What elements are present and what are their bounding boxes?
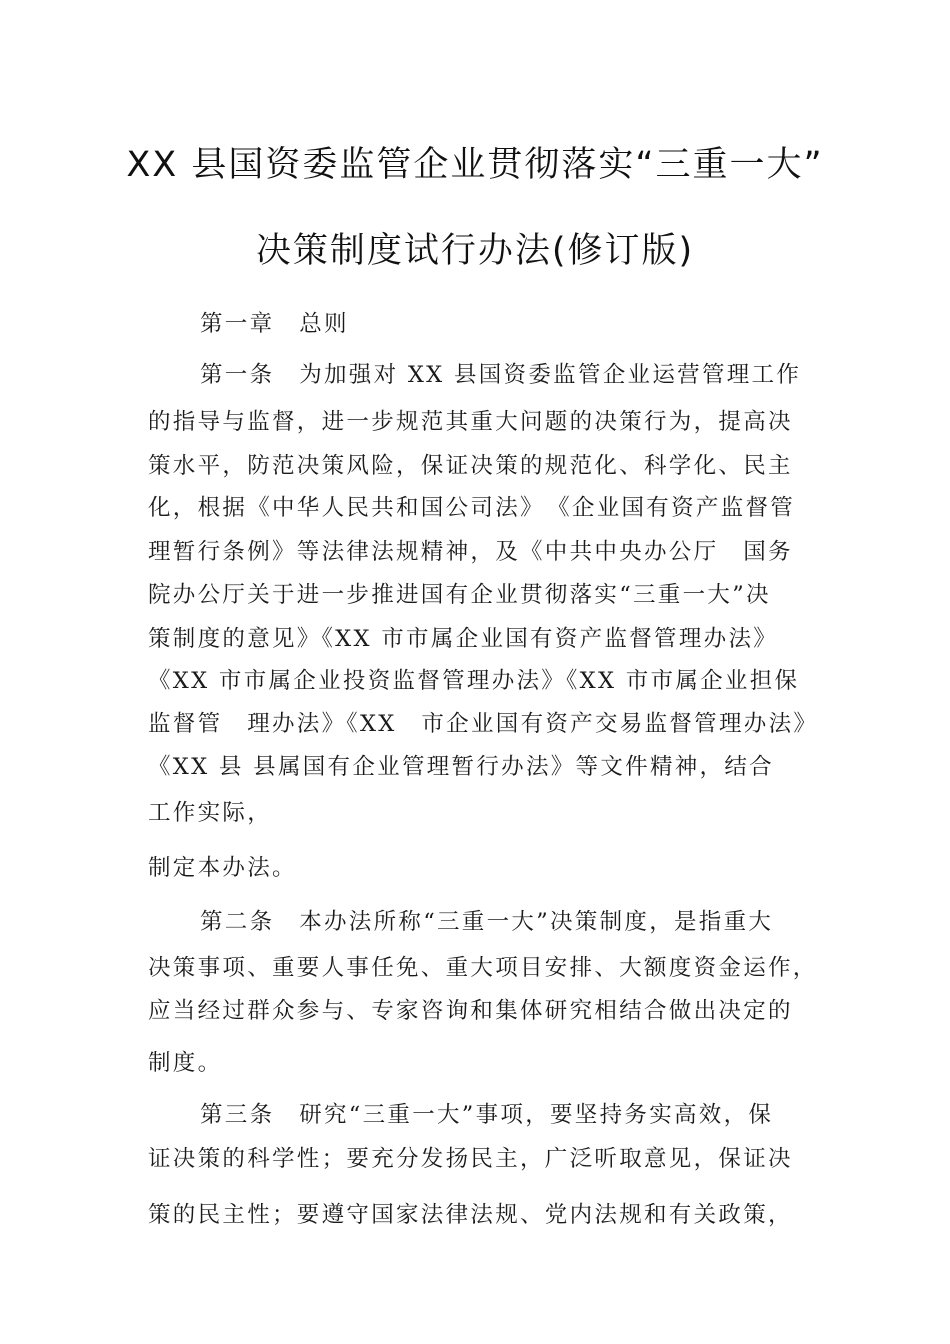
article-1-line-2: 的指导与监督，进一步规范其重大问题的决策行为，提高决 bbox=[148, 409, 793, 435]
article-1-line-12: 制定本办法。 bbox=[148, 855, 297, 881]
article-1-line-6: 院办公厅关于进一步推进国有企业贯彻落实“三重一大”决 bbox=[148, 582, 771, 608]
article-2-line-3: 应当经过群众参与、专家咨询和集体研究相结合做出决定的 bbox=[148, 998, 793, 1024]
article-1-line-7: 策制度的意见》《XX 市市属企业国有资产监督管理办法》 bbox=[148, 626, 779, 652]
article-1-line-9: 监督管 理办法》《XX 市企业国有资产交易监督管理办法》 bbox=[148, 711, 819, 737]
article-1-line-5: 理暂行条例》等法律法规精神，及《中共中央办公厅 国务 bbox=[148, 539, 793, 565]
article-1-line-10: 《XX 县 县属国有企业管理暂行办法》等文件精神，结合 bbox=[148, 754, 774, 780]
article-2-line-4: 制度。 bbox=[148, 1050, 223, 1076]
article-1-line-11: 工作实际， bbox=[148, 800, 273, 826]
article-3-line-1: 第三条 研究“三重一大”事项，要坚持务实高效，保 bbox=[200, 1102, 774, 1128]
document-title-line-2: 决策制度试行办法(修订版) bbox=[255, 231, 695, 271]
document-title-line-1: XX 县国资委监管企业贯彻落实“三重一大” bbox=[126, 145, 824, 185]
article-2-line-2: 决策事项、重要人事任免、重大项目安排、大额度资金运作， bbox=[148, 955, 818, 981]
article-1-line-8: 《XX 市市属企业投资监督管理办法》《XX 市市属企业担保 bbox=[148, 668, 800, 694]
article-2-line-1: 第二条 本办法所称“三重一大”决策制度，是指重大 bbox=[200, 909, 774, 935]
article-3-line-2: 证决策的科学性；要充分发扬民主，广泛听取意见，保证决 bbox=[148, 1146, 793, 1172]
chapter-heading: 第一章 总则 bbox=[200, 311, 349, 337]
article-3-line-3: 策的民主性；要遵守国家法律法规、党内法规和有关政策， bbox=[148, 1202, 793, 1228]
article-1-line-3: 策水平，防范决策风险，保证决策的规范化、科学化、民主 bbox=[148, 453, 793, 479]
article-1-line-1: 第一条 为加强对 XX 县国资委监管企业运营管理工作 bbox=[200, 362, 802, 388]
article-1-line-4: 化，根据《中华人民共和国公司法》 《企业国有资产监督管 bbox=[148, 495, 796, 521]
